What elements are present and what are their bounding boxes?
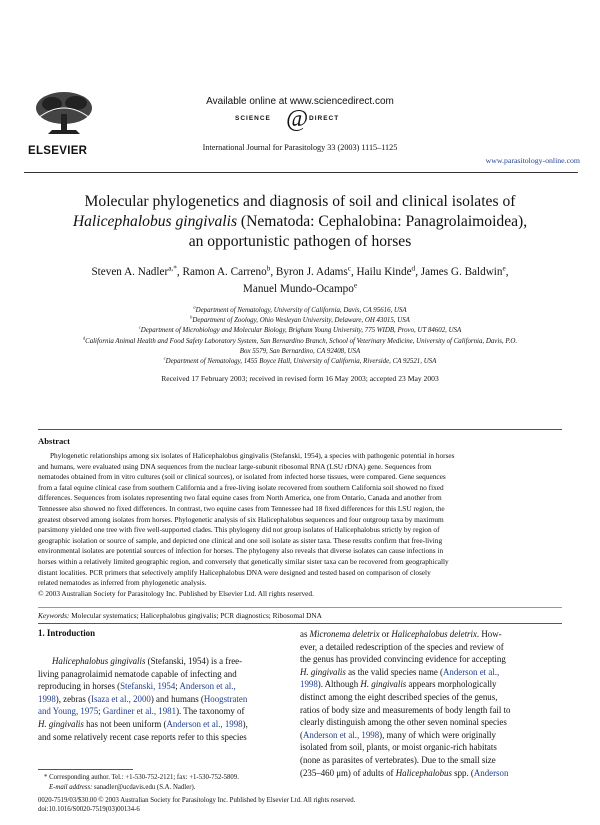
title-line-3: an opportunistic pathogen of horses [188,233,412,250]
abstract-line: greatest observed among isolates from horses. Phylogenetic analysis of six Halicephalobus sequences and four outgroup taxa by maximum [38,514,444,524]
citation-link[interactable]: Isaza et al., 2000 [90,693,151,704]
author-list: Steven A. Nadler$^{a,*}$, Ramon A. Carreno$^b$, Byron J. Adams$^c$, Hailu Kinde$^d$, James G. Baldwin$^e$, Manuel Mundo-Ocampo$^e$ [91,264,509,295]
citation-link[interactable]: Stefanski, 1954 [120,681,176,692]
affiliation-d-cont: Box 5579, San Bernardino, CA 92408, USA [239,347,361,355]
publisher-name: ELSEVIER [28,145,88,157]
author-name: James G. Baldwin [420,266,503,278]
author-name: Manuel Mundo-Ocampo [242,283,354,295]
elsevier-logo [28,88,100,157]
author-name: Byron J. Adams [275,266,348,278]
keywords-divider [38,607,562,608]
abstract-line: and humans, were evaluated using DNA sequences from the nuclear large-subunit ribosomal RNA (LSU rDNA) gene. Sequences from [38,461,432,471]
footnote-divider [38,769,133,770]
available-online: Available online at www.sciencedirect.com [206,96,394,107]
title-line-2: Halicephalobus gingivalis (Nematoda: Cephalobina: Panagrolaimoidea), [72,213,528,230]
citation-link[interactable]: Anderson [473,767,509,778]
abstract-line: related nematodes as inferred from phylogenetic analysis. [38,578,207,588]
affiliation-b: $^b$Department of Zoology, Ohio Wesleyan University, Delaware, OH 43015, USA [190,314,410,325]
keywords [38,611,562,620]
title-line-1: Molecular phylogenetics and diagnosis of soil and clinical isolates of [84,193,516,210]
abstract-top-divider [38,429,562,430]
article-title [20,192,580,252]
citation-link[interactable]: 1998 [300,679,318,690]
abstract-line: distant localities. PCR primers that selectively amplify Halicephalobus DNA were designed and tested based on comparison of closely [38,567,431,577]
intro-left-column: Halicephalobus gingivalis (Stefanski, 1954) is a free- living panagrolaimid nematode capable of infecting and reproducing in horses (Stefanski, 1954; Anderson et al., 1998), zebras (Isaza et al., 2000) and humans (Hoogstraten and Young, 1975; Gardiner et al., 1981). The taxonomy of H. gingivalis has not been uniform (Anderson et al., 1998), and some relatively recent case reports refer to this species [38,656,248,742]
keywords-list: Molecular systematics; Halicephalobus gingivalis; PCR diagnostics; Ribosomal DNA [71,611,322,620]
author-name: Steven A. Nadler [91,266,169,278]
abstract-heading: Abstract [38,436,70,446]
abstract-body [38,451,562,599]
abstract-line: parsimony yielded one tree with five well-supported clades. This phylogeny did not group isolates of Halicephalobus strictly by region of [38,525,440,535]
journal-citation: International Journal for Parasitology 33 (2003) 1115–1125 [202,143,398,152]
doi: doi:10.1016/S0020-7519(03)00134-6 [38,806,140,814]
footnote: * Corresponding author. Tel.: +1-530-752-2121; fax: +1-530-752-5809. E-mail address: sanadler@ucdavis.edu (S.A. Nadler). [44,774,239,791]
sciencedirect-word-1: SCIENCE [235,115,271,122]
intro-right-column: as Micronema deletrix or Halicephalobus deletrix. How- ever, a detailed redescription of the species and review of the genus has provided convincing evidence for accepting H. gingivalis as the valid species name (Anderson et al., 1998). Although H. gingivalis appears morphologically distinct among the eight described species of the genus, ratios of body size and measurements of body length fail to clearly distinguish among the other seven nominal species (Anderson et al., 1998), many of which were originally isolated from soil, plants, or moist organic-rich habitats (none as parasites of vertebrates). Due to the small size (235–460 μm) of adults of Halicephalobus spp. (Anderson [300,629,511,778]
sciencedirect-at-icon: @ [286,106,309,132]
citation-link[interactable]: 1998 [38,693,56,704]
sciencedirect-logo [235,106,365,132]
journal-url-link[interactable]: www.parasitology-online.com [485,156,580,165]
citation-link[interactable]: Hoogstraten [203,693,248,704]
abstract-line: geographic isolation or source of sample, and depicted one clinical and one soil isolate as sister taxa. These results confirm that free-living [38,535,443,545]
affiliation-c: $^c$Department of Microbiology and Molecular Biology, Brigham Young University, 775 WIDB, Provo, UT 84602, USA [138,325,462,335]
sciencedirect-word-2: DIRECT [309,115,340,122]
author-name: Ramon A. Carreno [182,266,267,278]
affiliation-a: $^a$Department of Nematology, University of California, Davis, CA 95616, USA [193,304,407,314]
citation-link[interactable]: Anderson et al., [442,666,500,677]
abstract-line: environmental isolates are potential sources of infection for horses. The phylogeny also reveals that diverse isolates can cause infections in [38,546,444,556]
affiliation-e: $^e$Department of Nematology, 1455 Boyce Hall, University of California, Riverside, CA 92521, USA [163,355,437,366]
citation-link[interactable]: Gardiner et al., 1981 [102,706,177,717]
issn-copyright: 0020-7519/03/$30.00 © 2003 Australian Society for Parasitology Inc. Published by Elsevier Ltd. All rights reserved. [38,797,356,804]
citation-link[interactable]: Anderson et al., 1998 [166,718,243,729]
section-heading-introduction: 1. Introduction [38,628,96,638]
abstract-copyright: © 2003 Australian Society for Parasitology Inc. Published by Elsevier Ltd. All rights reserved. [38,588,314,598]
abstract-bottom-divider [38,623,562,624]
header-divider [24,172,578,173]
abstract-line: Tennessee also showed no fixed differences. In contrast, two equine cases from Tennessee had 18 fixed differences for this LSU region, the [38,503,445,513]
abstract-line: nematodes obtained from in vitro cultures (soil or clinical sources), or isolated from infected horse tissues, were compared. Gene sequences [38,472,446,482]
abstract-line: horses within a relatively limited geographic region, and conversely that genetically similar sister taxa can be recovered from geographically [38,556,449,566]
page-footer [38,796,562,815]
abstract-line: Phylogenetic relationships among six isolates of Halicephalobus gingivalis (Stefanski, 1954), a species with pathogenic potential in horses [50,451,455,460]
author-name: Hailu Kinde [356,266,412,278]
elsevier-tree-icon [28,88,100,138]
abstract-line: differences. Sequences from isolates representing two fatal equine cases from North America, one from Ontario, Canada and another from [38,493,442,503]
author-email[interactable]: sanadler@ucdavis.edu (S.A. Nadler). [92,783,196,791]
affiliation-d: $^d$California Animal Health and Food Safety Laboratory System, San Bernardino Branch, School of Veterinary Medicine, University of California, Davis, P.O. [82,335,518,345]
citation-link[interactable]: Anderson et al., [179,681,236,692]
affiliations [20,306,580,367]
received-dates: Received 17 February 2003; received in revised form 16 May 2003; accepted 23 May 2003 [161,374,439,383]
citation-link[interactable]: and Young, 1975 [38,706,99,717]
title-species: Halicephalobus gingivalis [72,213,238,230]
keywords-label: Keywords: [38,611,70,620]
citation-link[interactable]: Anderson et al., 1998 [302,729,380,740]
abstract-line: from a fatal equine clinical case from southern California and a free-living isolate recovered from southern California soil showed no fixed [38,482,444,492]
